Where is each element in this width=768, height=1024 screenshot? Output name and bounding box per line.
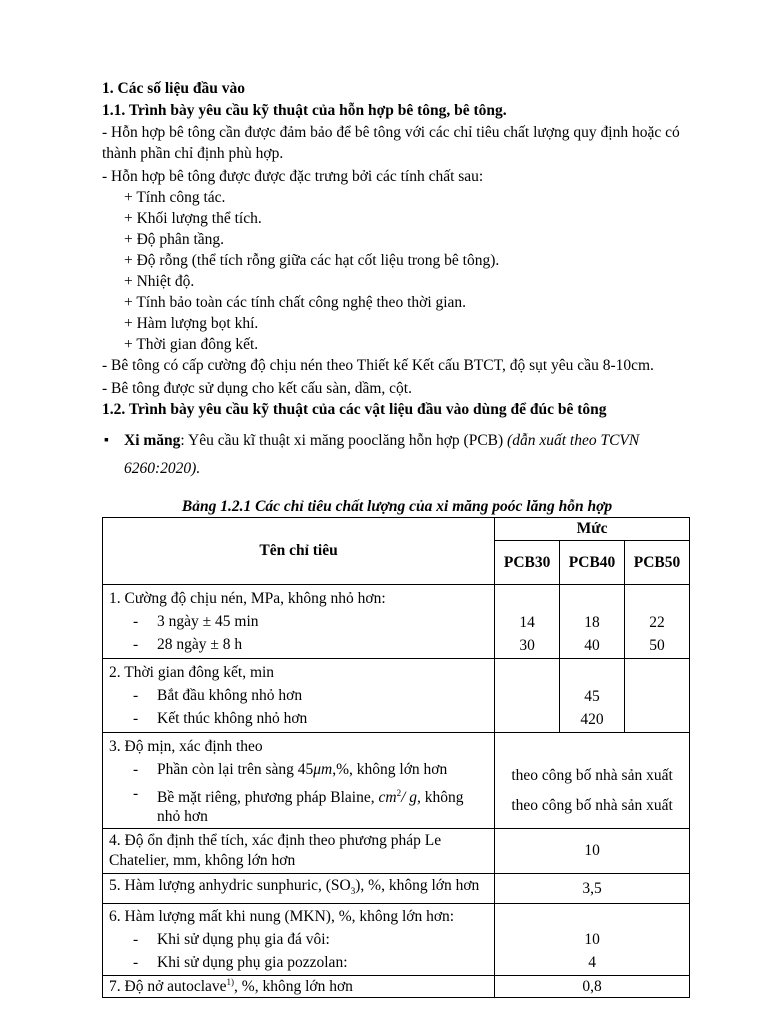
header-pcb50: PCB50 [625, 541, 690, 585]
bullet-reference: (dẫn xuất theo TCVN 6260:2020). [124, 432, 640, 477]
sub-item: - Khi sử dụng phụ gia đá vôi: [133, 931, 330, 949]
subsection-title-1-1: 1.1. Trình bày yêu cầu kỹ thuật của hỗn hợp bê tông, bê tông. [102, 102, 507, 119]
square-bullet-icon: ▪ [104, 433, 109, 448]
cell-pcb30: 14 30 [495, 585, 560, 659]
list-item: + Thời gian đông kết. [124, 336, 259, 353]
table-row [103, 976, 690, 998]
table-caption: Bảng 1.2.1 Các chỉ tiêu chất lượng của xi măng poóc lăng hỗn hợp [181, 498, 613, 515]
cement-quality-table [102, 517, 690, 998]
list-item: + Tính bảo toàn các tính chất công nghệ theo thời gian. [124, 294, 467, 311]
cell-pcb40: 18 40 [560, 585, 625, 659]
paragraph: - Hỗn hợp bê tông được được đặc trưng bởi các tính chất sau: [102, 168, 484, 185]
table-row [103, 874, 690, 904]
cell-pcb30 [495, 659, 560, 733]
row-label: 7. Độ nở autoclave$^{1)}$, %, không lớn hơn [103, 976, 495, 998]
row-label: 6. Hàm lượng mất khi nung (MKN), %, không lớn hơn: - Khi sử dụng phụ gia đá vôi: - Khi sử dụng phụ gia pozzolan: [103, 904, 495, 976]
cell-pcb50 [625, 659, 690, 733]
header-pcb40: PCB40 [560, 541, 625, 585]
row-label: 5. Hàm lượng anhydric sunphuric, $(SO_3)$, %, không lớn hơn [103, 874, 495, 904]
list-item: + Độ rỗng (thể tích rỗng giữa các hạt cốt liệu trong bê tông). [124, 252, 500, 269]
table-row [103, 585, 690, 659]
bullet-term: Xi măng [124, 432, 181, 449]
cell-value: 0,8 [495, 976, 690, 998]
row-label: 4. Độ ổn định thể tích, xác định theo phương pháp Le Chatelier, mm, không lớn hơn [103, 829, 495, 874]
list-item: + Khối lượng thể tích. [124, 210, 262, 227]
header-level: Mức [495, 518, 690, 541]
sub-item: - 3 ngày ± 45 min [133, 613, 259, 630]
table-row [103, 659, 690, 733]
list-item: + Độ phân tầng. [124, 231, 225, 248]
header-name: Tên chỉ tiêu [103, 518, 495, 585]
cell-fineness: theo công bố nhà sản xuất theo công bố nhà sản xuất [495, 733, 690, 829]
sub-item: - Kết thúc không nhỏ hơn [133, 710, 308, 727]
cell-pcb40: 45 420 [560, 659, 625, 733]
row-label: 2. Thời gian đông kết, min - Bắt đầu không nhỏ hơn - Kết thúc không nhỏ hơn [103, 659, 495, 733]
paragraph: - Hỗn hợp bê tông cần được đảm bảo để bê tông với các chỉ tiêu chất lượng quy định hoặc có thành phần chỉ định phù hợp. [102, 124, 680, 162]
list-item: + Tính công tác. [124, 189, 226, 206]
sub-item: - 28 ngày ± 8 h [133, 636, 243, 653]
sub-item: - Phần còn lại trên sàng 45μm,%, không lớn hơn [133, 761, 448, 778]
list-item: + Nhiệt độ. [124, 273, 195, 290]
document-page [102, 78, 692, 998]
table-row [103, 829, 690, 874]
row-label: 3. Độ mịn, xác định theo - Phần còn lại trên sàng 45μm,%, không lớn hơn - Bề mặt riêng, phương pháp Blaine, $cm^2/$ g, không nhỏ hơn [103, 733, 495, 829]
paragraph: - Bê tông có cấp cường độ chịu nén theo Thiết kế Kết cấu BTCT, độ sụt yêu cầu 8-10cm. [102, 357, 654, 374]
subsection-title-1-2: 1.2. Trình bày yêu cầu kỹ thuật của các vật liệu đầu vào dùng để đúc bê tông [102, 401, 607, 418]
list-item: + Hàm lượng bọt khí. [124, 315, 259, 332]
row-label: 1. Cường độ chịu nén, MPa, không nhỏ hơn: - 3 ngày ± 45 min - 28 ngày ± 8 h [103, 585, 495, 659]
section-title: 1. Các số liệu đầu vào [102, 80, 245, 97]
table-row [103, 733, 690, 829]
bullet-text: : Yêu cầu kĩ thuật xi măng pooclăng hỗn hợp (PCB) [180, 432, 508, 449]
cell-value: 10 4 [495, 904, 690, 976]
cell-pcb50: 22 50 [625, 585, 690, 659]
table-header-row [103, 518, 690, 541]
sub-item: - Bắt đầu không nhỏ hơn [133, 687, 303, 704]
property-list [102, 187, 692, 355]
table-row [103, 904, 690, 976]
cell-value: 3,5 [495, 874, 690, 904]
sub-item: - Bề mặt riêng, phương pháp Blaine, $cm^2/$ g, không nhỏ hơn [133, 785, 464, 826]
cement-bullet [102, 427, 692, 483]
cell-value: 10 [495, 829, 690, 874]
header-pcb30: PCB30 [495, 541, 560, 585]
sub-item: - Khi sử dụng phụ gia pozzolan: [133, 954, 348, 972]
paragraph: - Bê tông được sử dụng cho kết cấu sàn, dầm, cột. [102, 380, 412, 397]
